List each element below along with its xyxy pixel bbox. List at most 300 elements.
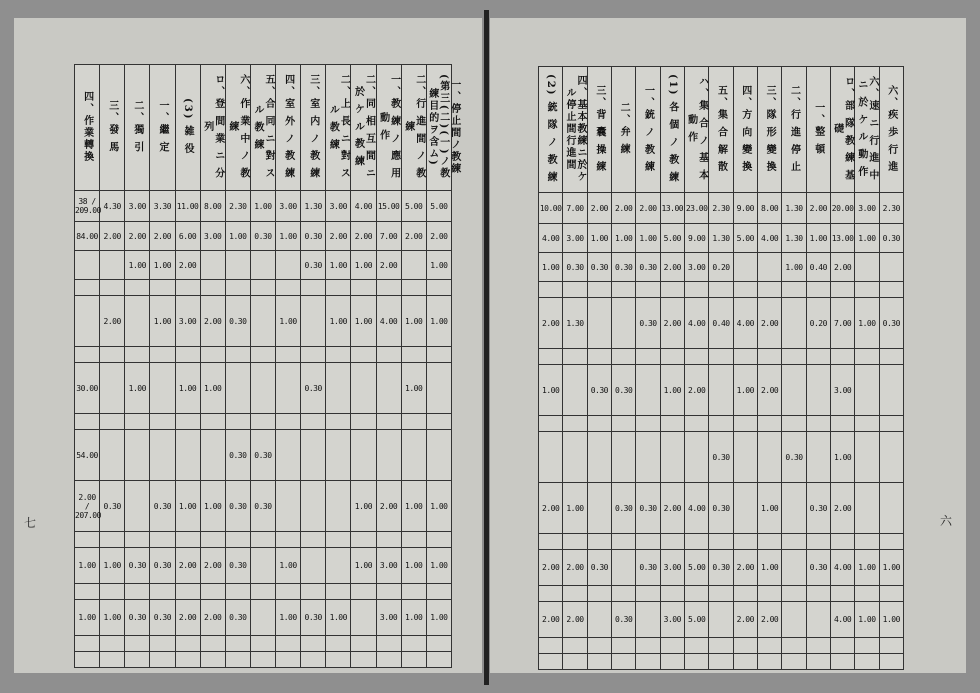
table-cell xyxy=(684,638,708,654)
table-cell xyxy=(376,652,401,668)
table-cell xyxy=(806,602,830,638)
table-cell xyxy=(150,363,175,414)
column-header xyxy=(301,65,326,191)
column-header-label: ロ、部 隊 教 練 基 礎 xyxy=(831,76,854,182)
table-cell: 11.00 xyxy=(175,191,200,222)
table-row xyxy=(75,222,452,251)
table-cell xyxy=(733,432,757,483)
table-cell: 4.00 xyxy=(539,224,563,253)
table-cell xyxy=(426,430,451,481)
table-cell: 1.00 xyxy=(426,296,451,347)
table-cell: 1.00 xyxy=(100,600,125,636)
column-header-label: 四、室 外 ノ 教 練 xyxy=(282,74,294,180)
table-cell xyxy=(351,584,376,600)
table-row xyxy=(75,600,452,636)
table-cell xyxy=(660,349,684,365)
table-row xyxy=(539,282,904,298)
table-cell xyxy=(100,532,125,548)
table-cell xyxy=(879,416,903,432)
table-cell xyxy=(225,636,250,652)
table-cell xyxy=(563,365,587,416)
table-cell xyxy=(75,636,100,652)
table-cell: 1.00 xyxy=(757,550,781,586)
table-cell xyxy=(709,654,733,670)
table-cell xyxy=(587,534,611,550)
column-header xyxy=(563,67,587,193)
table-cell: 2.00 xyxy=(684,365,708,416)
table-cell xyxy=(276,636,301,652)
left-ledger-table xyxy=(74,64,460,668)
table-cell xyxy=(563,349,587,365)
table-cell: 13.00 xyxy=(830,224,854,253)
table-cell xyxy=(757,638,781,654)
table-cell xyxy=(250,280,275,296)
table-cell: 1.30 xyxy=(301,191,326,222)
table-cell xyxy=(276,430,301,481)
table-cell xyxy=(225,251,250,280)
table-row xyxy=(75,363,452,414)
table-cell: 0.30 xyxy=(225,600,250,636)
table-cell: 84.00 xyxy=(75,222,100,251)
column-header-label: 三、隊 形 變 換 xyxy=(764,84,776,174)
table-cell xyxy=(563,654,587,670)
table-cell: 3.00 xyxy=(175,296,200,347)
table-cell xyxy=(100,251,125,280)
table-cell xyxy=(250,296,275,347)
table-cell xyxy=(757,349,781,365)
table-cell: 4.00 xyxy=(684,298,708,349)
table-cell xyxy=(100,363,125,414)
table-cell: 1.00 xyxy=(426,548,451,584)
table-cell xyxy=(879,534,903,550)
table-cell xyxy=(709,349,733,365)
table-cell xyxy=(250,363,275,414)
table-cell xyxy=(150,652,175,668)
table-cell: 5.00 xyxy=(401,191,426,222)
table-cell: 0.30 xyxy=(709,550,733,586)
table-cell xyxy=(175,584,200,600)
table-cell: 1.00 xyxy=(587,224,611,253)
column-header xyxy=(175,65,200,191)
table-row xyxy=(539,534,904,550)
table-cell xyxy=(709,586,733,602)
table-cell: 4.30 xyxy=(100,191,125,222)
table-cell: 3.00 xyxy=(326,191,351,222)
column-header-label: 一、教 練 ノ 應 用 動 作 xyxy=(377,74,400,180)
table-cell xyxy=(587,483,611,534)
table-cell xyxy=(636,654,660,670)
table-cell xyxy=(539,586,563,602)
table-cell: 0.30 xyxy=(563,253,587,282)
table-cell xyxy=(100,652,125,668)
table-cell xyxy=(563,638,587,654)
table-cell xyxy=(660,638,684,654)
table-cell xyxy=(175,532,200,548)
table-cell xyxy=(401,430,426,481)
table-cell xyxy=(276,532,301,548)
table-cell xyxy=(806,432,830,483)
column-header xyxy=(855,67,879,193)
table-cell xyxy=(376,584,401,600)
table-cell: 2.00 xyxy=(426,222,451,251)
table-cell: 0.20 xyxy=(806,298,830,349)
table-cell xyxy=(75,296,100,347)
table-cell xyxy=(351,652,376,668)
table-cell xyxy=(587,586,611,602)
table-cell xyxy=(684,432,708,483)
table-cell xyxy=(250,636,275,652)
table-cell: 1.30 xyxy=(563,298,587,349)
table-cell: 1.00 xyxy=(401,600,426,636)
column-header xyxy=(684,67,708,193)
column-header-label: (3) 雑 役 xyxy=(182,98,194,156)
table-cell xyxy=(200,251,225,280)
table-cell: 1.00 xyxy=(855,224,879,253)
table-cell xyxy=(326,652,351,668)
table-cell xyxy=(376,430,401,481)
table-cell xyxy=(75,584,100,600)
table-row xyxy=(75,430,452,481)
table-cell xyxy=(636,534,660,550)
table-cell xyxy=(301,430,326,481)
column-header-label: 一、銃 ノ 教 練 xyxy=(642,84,654,174)
table-cell xyxy=(351,600,376,636)
table-cell: 1.00 xyxy=(351,481,376,532)
table-cell xyxy=(326,430,351,481)
column-header-label: (2) 銃 隊 ノ 教 練 xyxy=(545,74,557,184)
column-header-label: 三、背 囊 操 練 xyxy=(593,84,605,174)
table-cell xyxy=(75,280,100,296)
table-cell xyxy=(250,548,275,584)
table-cell xyxy=(733,282,757,298)
table-cell: 1.00 xyxy=(636,224,660,253)
table-cell xyxy=(757,432,781,483)
table-cell xyxy=(351,363,376,414)
table-cell: 0.30 xyxy=(636,483,660,534)
table-cell: 3.00 xyxy=(125,191,150,222)
table-cell xyxy=(125,636,150,652)
table-cell xyxy=(611,534,635,550)
table-cell: 1.00 xyxy=(326,251,351,280)
column-header xyxy=(250,65,275,191)
table-cell xyxy=(301,296,326,347)
table-cell xyxy=(806,282,830,298)
table-cell: 1.00 xyxy=(426,481,451,532)
table-cell: 0.30 xyxy=(250,430,275,481)
table-cell xyxy=(125,347,150,363)
table-cell xyxy=(326,636,351,652)
table-cell: 0.30 xyxy=(250,481,275,532)
table-cell xyxy=(200,636,225,652)
table-cell xyxy=(709,282,733,298)
header-row xyxy=(539,67,904,193)
table-cell xyxy=(563,416,587,432)
table-cell xyxy=(250,600,275,636)
table-cell xyxy=(351,532,376,548)
table-cell xyxy=(200,584,225,600)
table-cell xyxy=(782,282,806,298)
table-cell: 3.00 xyxy=(830,365,854,416)
table-cell xyxy=(301,548,326,584)
right-folio: 六 xyxy=(940,514,953,528)
table-cell: 7.00 xyxy=(830,298,854,349)
table-cell: 1.00 xyxy=(539,365,563,416)
column-header-label: 六、作 業 中 ノ 教 練 xyxy=(226,74,249,180)
table-cell xyxy=(709,534,733,550)
table-cell xyxy=(250,584,275,600)
column-header xyxy=(709,67,733,193)
table-cell xyxy=(782,534,806,550)
table-cell xyxy=(806,365,830,416)
column-header-label: 五、合 同 ニ 對 ス ル 教 練 xyxy=(251,74,274,180)
column-header-label: (1) 各 個 ノ 教 練 xyxy=(666,74,678,184)
table-cell xyxy=(75,414,100,430)
table-cell: 2.00 xyxy=(660,483,684,534)
table-row xyxy=(75,296,452,347)
table-cell xyxy=(709,638,733,654)
table-cell xyxy=(611,432,635,483)
table-cell xyxy=(75,532,100,548)
table-cell xyxy=(587,638,611,654)
table-cell: 0.30 xyxy=(636,253,660,282)
table-cell xyxy=(276,251,301,280)
table-cell xyxy=(225,532,250,548)
table-cell xyxy=(175,652,200,668)
table-cell: 2.00 xyxy=(200,296,225,347)
table-row xyxy=(539,224,904,253)
table-cell xyxy=(757,654,781,670)
table-cell: 2.00 xyxy=(200,600,225,636)
column-header-label: 二、弁 練 xyxy=(618,102,630,156)
column-header xyxy=(426,65,460,191)
table-row xyxy=(75,652,452,668)
table-cell: 4.00 xyxy=(733,298,757,349)
table-cell: 8.00 xyxy=(200,191,225,222)
table-cell xyxy=(611,654,635,670)
table-cell: 9.00 xyxy=(684,224,708,253)
table-cell xyxy=(539,638,563,654)
table-cell xyxy=(830,282,854,298)
table-cell xyxy=(426,636,451,652)
column-header-label: 一、繼 定 xyxy=(156,100,168,154)
table-cell xyxy=(611,550,635,586)
table-cell xyxy=(250,532,275,548)
table-cell xyxy=(301,280,326,296)
table-cell xyxy=(326,363,351,414)
table-cell xyxy=(587,416,611,432)
table-cell xyxy=(636,282,660,298)
table-cell: 2.00 xyxy=(733,602,757,638)
column-header xyxy=(636,67,660,193)
table-cell xyxy=(782,298,806,349)
table-cell xyxy=(125,430,150,481)
column-header-label: 二、行 進 停 止 xyxy=(788,84,800,174)
table-cell: 3.00 xyxy=(200,222,225,251)
table-cell xyxy=(684,586,708,602)
table-cell xyxy=(175,430,200,481)
table-cell xyxy=(150,347,175,363)
table-cell: 0.30 xyxy=(150,481,175,532)
table-cell xyxy=(100,280,125,296)
table-cell: 1.00 xyxy=(733,365,757,416)
table-cell xyxy=(782,602,806,638)
table-cell: 0.30 xyxy=(709,432,733,483)
table-cell xyxy=(611,416,635,432)
table-cell: 0.30 xyxy=(301,222,326,251)
table-cell: 13.00 xyxy=(660,193,684,224)
table-cell: 0.30 xyxy=(611,253,635,282)
table-cell: 2.00 xyxy=(326,222,351,251)
table-cell: 1.00 xyxy=(611,224,635,253)
table-cell: 2.00 xyxy=(660,298,684,349)
table-cell: 4.00 xyxy=(757,224,781,253)
table-row xyxy=(75,347,452,363)
table-cell xyxy=(326,532,351,548)
column-header xyxy=(587,67,611,193)
table-cell xyxy=(225,414,250,430)
table-cell xyxy=(426,584,451,600)
table-cell: 1.00 xyxy=(351,251,376,280)
table-cell: 1.00 xyxy=(276,548,301,584)
table-row xyxy=(75,532,452,548)
table-cell xyxy=(539,282,563,298)
table-cell xyxy=(150,636,175,652)
table-cell xyxy=(855,416,879,432)
table-cell xyxy=(326,347,351,363)
column-header-label: 二、同 相 互 間 ニ 於 ケ ル 教 練 xyxy=(352,74,375,180)
table-cell xyxy=(100,430,125,481)
table-cell: 0.30 xyxy=(782,432,806,483)
table-cell xyxy=(200,652,225,668)
table-cell xyxy=(782,365,806,416)
table-cell: 1.30 xyxy=(709,224,733,253)
table-cell xyxy=(376,363,401,414)
table-cell xyxy=(100,347,125,363)
table-cell: 1.00 xyxy=(75,548,100,584)
book-gutter xyxy=(484,10,489,685)
column-header xyxy=(200,65,225,191)
table-cell xyxy=(100,636,125,652)
table-cell xyxy=(426,280,451,296)
table-cell xyxy=(539,534,563,550)
table-cell: 2.00 xyxy=(587,193,611,224)
table-cell xyxy=(855,586,879,602)
table-cell xyxy=(75,652,100,668)
table-cell xyxy=(563,432,587,483)
table-cell xyxy=(175,280,200,296)
table-cell xyxy=(301,481,326,532)
table-cell xyxy=(830,638,854,654)
table-cell: 3.00 xyxy=(376,600,401,636)
table-cell xyxy=(636,349,660,365)
column-header xyxy=(611,67,635,193)
column-header-label: 三、室 内 ノ 教 練 xyxy=(307,74,319,180)
table-cell xyxy=(830,534,854,550)
table-cell: 0.30 xyxy=(225,481,250,532)
table-cell xyxy=(351,636,376,652)
table-cell: 2.00 xyxy=(125,222,150,251)
table-cell: 0.30 xyxy=(806,550,830,586)
column-header-label: 一、整 頓 xyxy=(812,102,824,156)
table-cell: 3.00 xyxy=(563,224,587,253)
table-cell: 0.30 xyxy=(709,483,733,534)
table-cell xyxy=(401,652,426,668)
table-cell: 4.00 xyxy=(376,296,401,347)
table-cell: 0.30 xyxy=(100,481,125,532)
table-cell xyxy=(426,652,451,668)
table-cell: 2.00 xyxy=(376,481,401,532)
table-cell: 0.30 xyxy=(225,430,250,481)
table-row xyxy=(75,251,452,280)
table-cell: 2.00 xyxy=(175,251,200,280)
table-row xyxy=(539,654,904,670)
table-cell xyxy=(587,298,611,349)
table-cell xyxy=(660,282,684,298)
table-cell xyxy=(611,586,635,602)
table-cell xyxy=(276,584,301,600)
table-cell: 2.00 xyxy=(401,222,426,251)
table-cell: 0.30 xyxy=(636,298,660,349)
column-header xyxy=(806,67,830,193)
table-cell: 2.00 xyxy=(757,365,781,416)
table-cell xyxy=(401,251,426,280)
column-header xyxy=(75,65,100,191)
column-header xyxy=(733,67,757,193)
table-cell xyxy=(782,654,806,670)
table-cell xyxy=(660,586,684,602)
table-cell xyxy=(587,282,611,298)
table-cell xyxy=(563,534,587,550)
table-cell xyxy=(225,652,250,668)
table-cell xyxy=(301,636,326,652)
table-row xyxy=(75,280,452,296)
table-cell xyxy=(855,432,879,483)
table-cell xyxy=(276,347,301,363)
table-cell xyxy=(757,282,781,298)
table-cell xyxy=(225,584,250,600)
table-cell xyxy=(782,638,806,654)
table-cell xyxy=(855,654,879,670)
table-cell xyxy=(587,602,611,638)
table-cell xyxy=(830,349,854,365)
table-cell xyxy=(830,416,854,432)
column-header xyxy=(125,65,150,191)
table-row xyxy=(539,550,904,586)
table-cell: 2.00 xyxy=(376,251,401,280)
table-cell: 1.00 xyxy=(100,548,125,584)
column-header-label: 三、發 馬 xyxy=(106,100,118,154)
table-cell xyxy=(879,282,903,298)
table-cell xyxy=(660,534,684,550)
column-header-label: ロ、登 間 業 ニ 分 列 xyxy=(201,74,224,180)
table-cell: 2.00 xyxy=(175,548,200,584)
table-cell xyxy=(125,652,150,668)
table-cell xyxy=(125,584,150,600)
table-cell xyxy=(879,349,903,365)
table-cell: 2.00 xyxy=(660,253,684,282)
table-cell: 1.00 xyxy=(75,600,100,636)
column-header xyxy=(225,65,250,191)
table-row xyxy=(539,193,904,224)
table-cell: 1.00 xyxy=(175,363,200,414)
table-cell xyxy=(539,654,563,670)
table-cell xyxy=(757,253,781,282)
table-cell xyxy=(301,532,326,548)
table-cell: 2.00 xyxy=(757,298,781,349)
table-cell: 1.00 xyxy=(426,251,451,280)
table-cell xyxy=(709,416,733,432)
table-cell: 10.00 xyxy=(539,193,563,224)
